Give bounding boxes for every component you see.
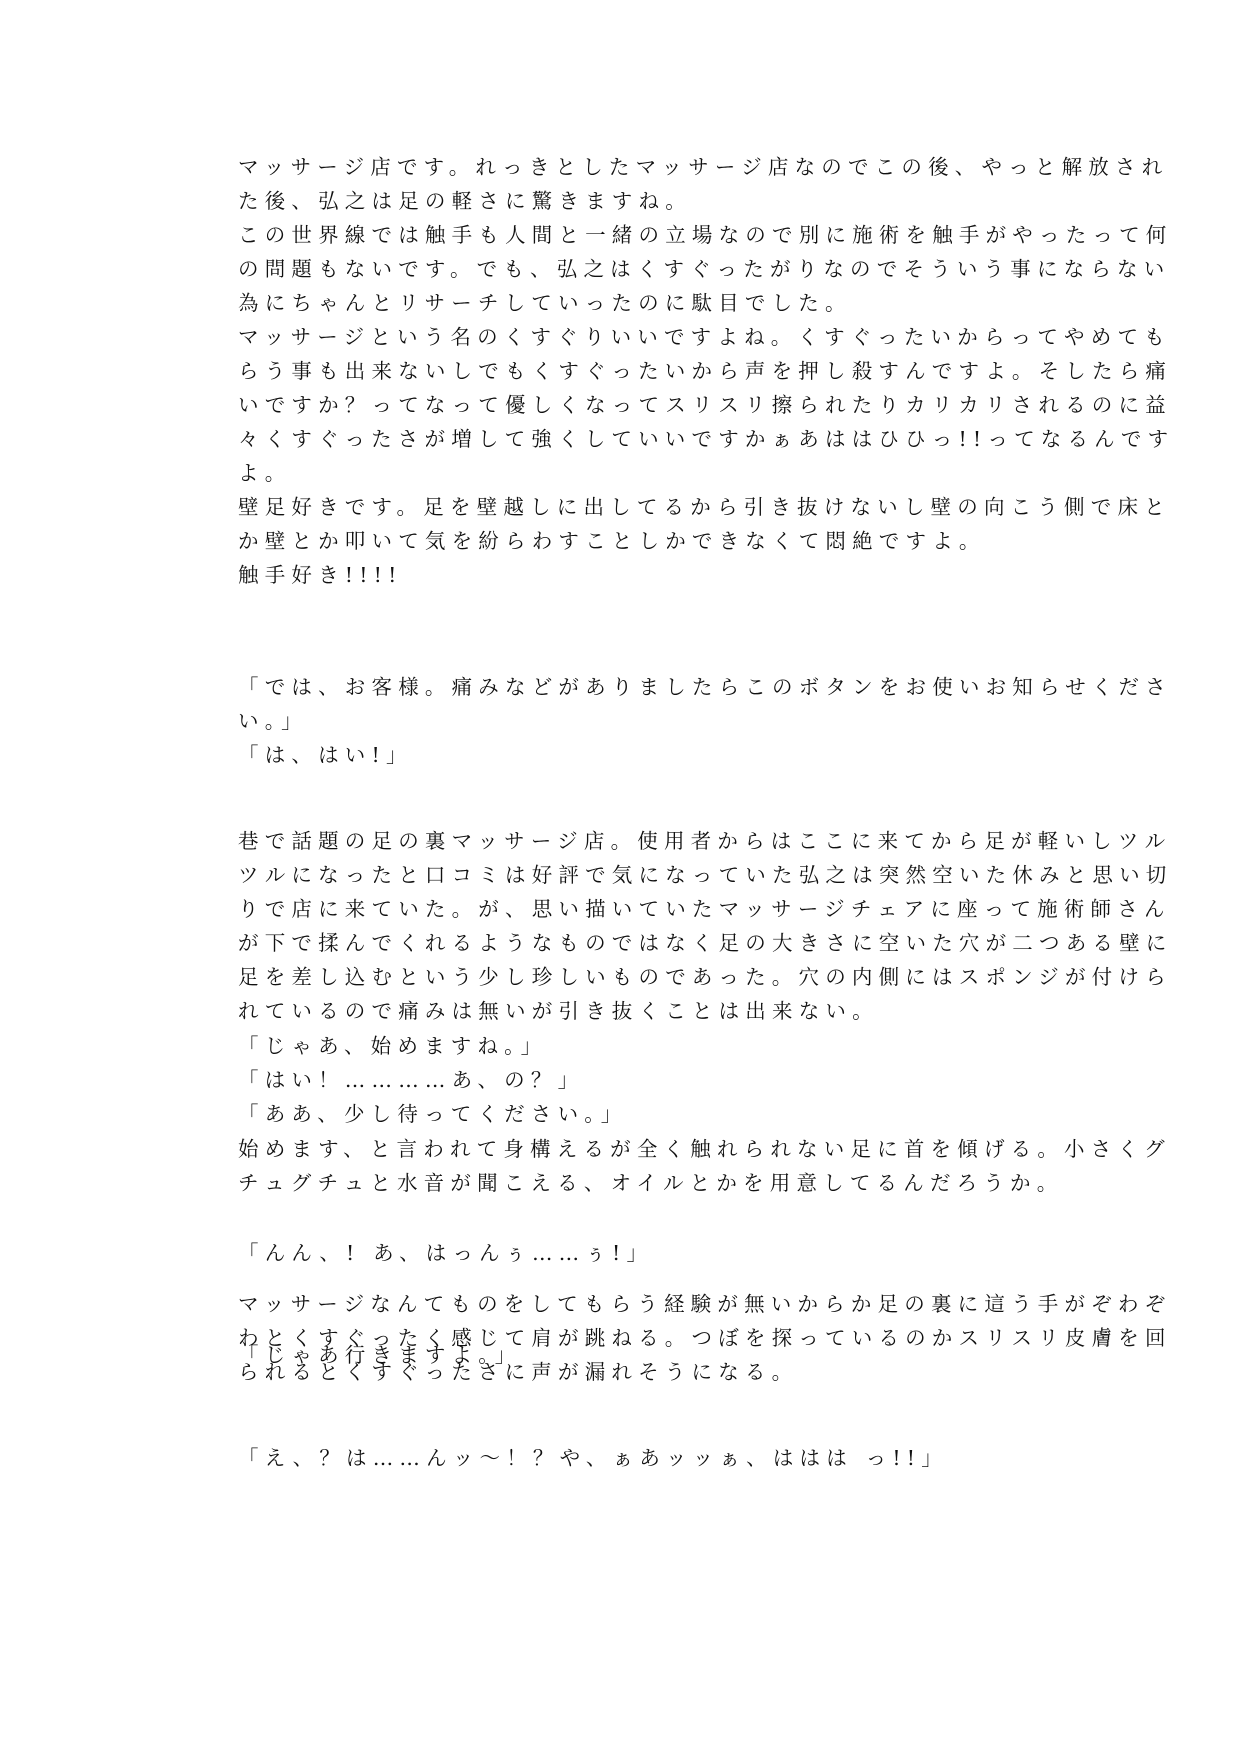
text-line: の問題もないです。でも、弘之はくすぐったがりなのでそういう事にならない	[238, 257, 1171, 281]
text-line: か壁とか叩いて気を紛らわすことしかできなくて悶絶ですよ。	[238, 529, 986, 553]
author-notes	[238, 150, 1175, 592]
text-line: れているので痛みは無いが引き抜くことは出来ない。	[238, 999, 879, 1023]
story-paragraph	[238, 1029, 1008, 1131]
text-line: 壁足好きです。足を壁越しに出してるから引き抜けないし壁の向こう側で床と	[238, 495, 1171, 519]
dialogue-line: 「では、お客様。痛みなどがありましたらこのボタンをお使いお知らせくださ	[238, 675, 1172, 699]
dialogue-line: 「じゃあ行きますよ。」	[238, 1343, 522, 1367]
text-line: この世界線では触手も人間と一緒の立場なので別に施術を触手がやったって何	[238, 223, 1173, 247]
text-line: 始めます、と言われて身構えるが全く触れられない足に首を傾げる。小さくグ	[238, 1137, 1171, 1161]
dialogue-line: 「んん、! あ、はっんぅ……ぅ!」	[238, 1241, 654, 1265]
dialogue-line: 「え、？は……んッ〜！？や、ぁあッッぁ、ははは っ!!」	[238, 1446, 948, 1470]
text-line: 為にちゃんとリサーチしていったのに駄目でした。	[238, 291, 852, 315]
text-line: 巷で話題の足の裏マッサージ店。使用者からはここに来てから足が軽いしツル	[238, 829, 1172, 853]
text-line: マッサージ店です。れっきとしたマッサージ店なのでこの後、やっと解放され	[238, 155, 1169, 179]
text-line: マッサージという名のくすぐりいいですよね。くすぐったいからってやめても	[238, 325, 1171, 349]
text-line: が下で揉んでくれるようなものではなく足の大きさに空いた穴が二つある壁に	[238, 931, 1173, 955]
text-line: マッサージなんてものをしてもらう経験が無いからか足の裏に這う手がぞわぞ	[238, 1292, 1172, 1316]
text-line: チュグチュと水音が聞こえる、オイルとかを用意してるんだろうか。	[238, 1171, 1064, 1195]
text-line: いですか？ってなって優しくなってスリスリ擦られたりカリカリされるのに益	[238, 393, 1172, 417]
story-paragraph	[238, 1338, 1008, 1372]
dialogue-line: 「ああ、少し待ってください。」	[238, 1102, 628, 1126]
dialogue-line: 「じゃあ、始めますね。」	[238, 1034, 548, 1058]
dialogue-line: 「はい！…………あ、の？」	[238, 1068, 585, 1092]
story-paragraph	[238, 1132, 1171, 1200]
text-line: た後、弘之は足の軽さに驚きますね。	[238, 189, 692, 213]
text-line: 触手好き!!!!	[238, 563, 403, 587]
text-line: わとくすぐったく感じて肩が跳ねる。つぼを探っているのかスリスリ皮膚を回	[238, 1326, 1172, 1350]
text-line: よ。	[238, 461, 292, 485]
text-line: られるとくすぐったさに声が漏れそうになる。	[238, 1360, 799, 1384]
story-paragraph	[238, 824, 1173, 1028]
dialogue-line: い。」	[238, 709, 308, 733]
dialogue-line: 「は、はい!」	[238, 743, 413, 767]
text-line: 足を差し込むという少し珍しいものであった。穴の内側にはスポンジが付けら	[238, 965, 1172, 989]
text-line: 々くすぐったさが増して強くしていいですかぁあははひひっ!!ってなるんです	[238, 427, 1175, 451]
story-paragraph	[238, 1236, 1008, 1270]
text-line: ツルになったと口コミは好評で気になっていた弘之は突然空いた休みと思い切	[238, 863, 1173, 887]
story-paragraph	[238, 670, 1172, 772]
text-line: らう事も出来ないしでもくすぐったいから声を押し殺すんですよ。そしたら痛	[238, 359, 1173, 383]
text-line: りで店に来ていた。が、思い描いていたマッサージチェアに座って施術師さん	[238, 897, 1171, 921]
story-paragraph	[238, 1441, 1008, 1475]
